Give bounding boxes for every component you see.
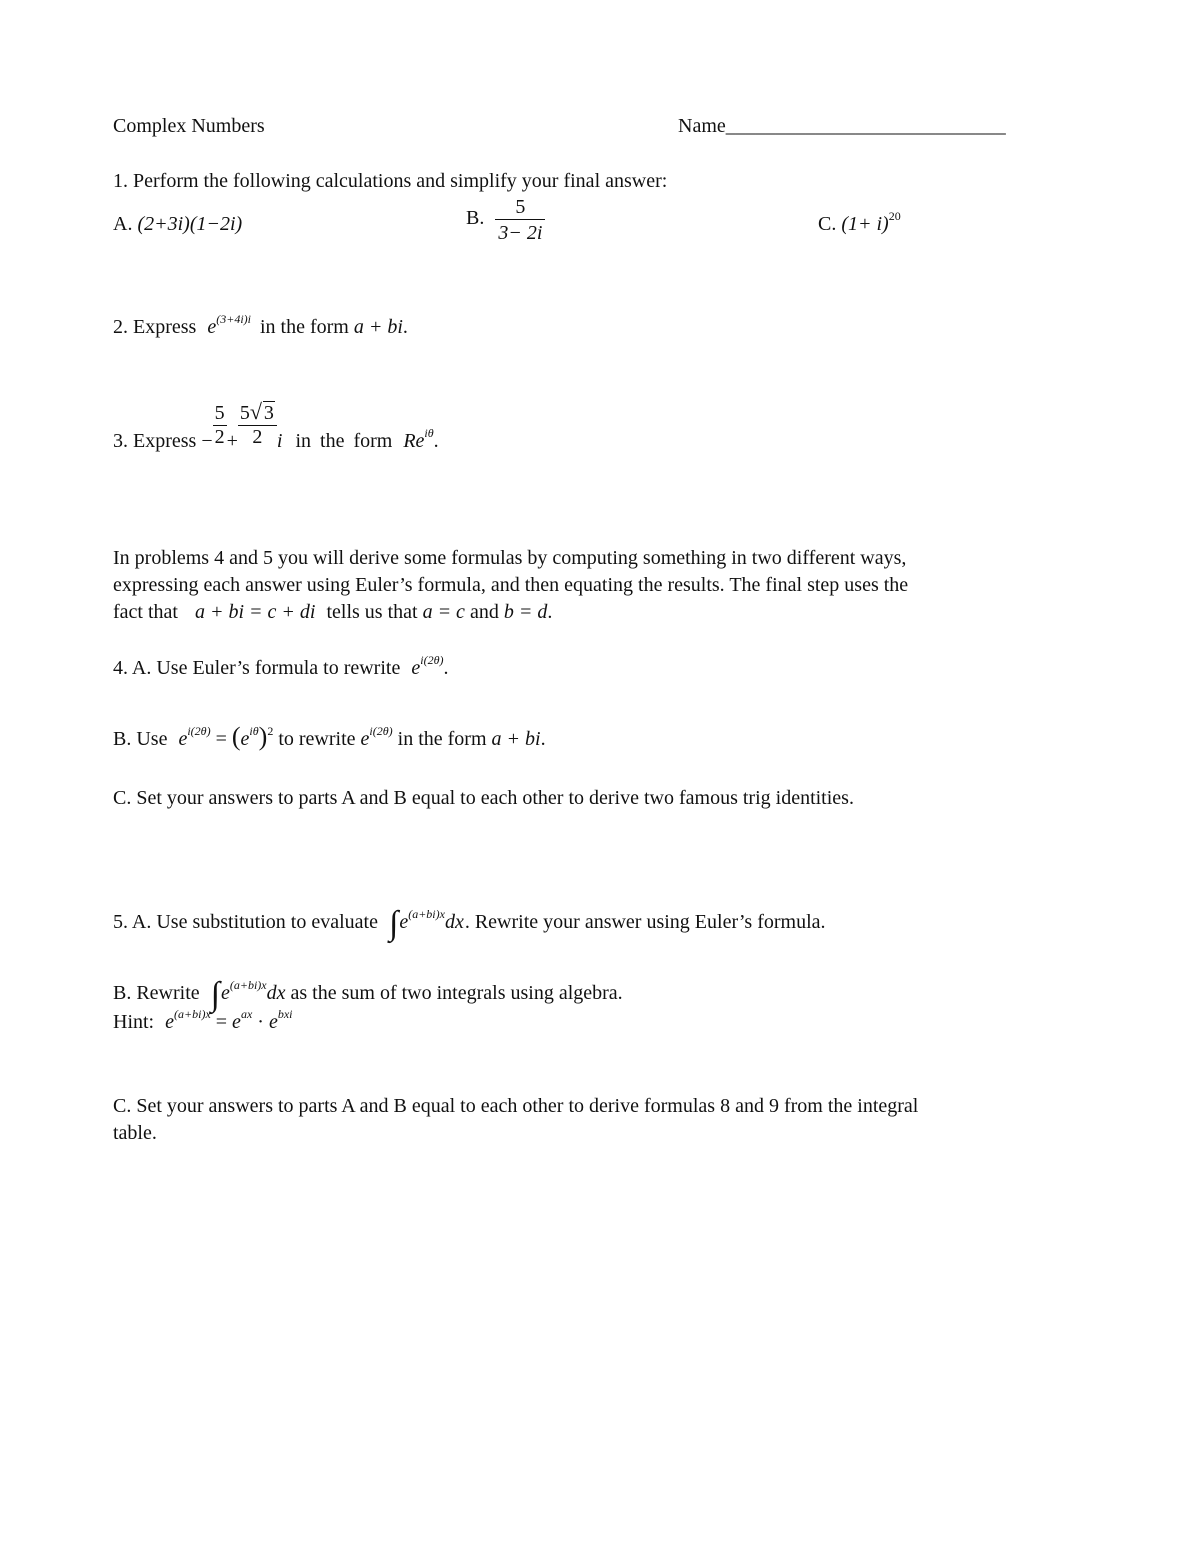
square-exponent: 2 xyxy=(267,724,274,738)
sqrt-symbol: √ 3 xyxy=(249,399,274,424)
problem-4b-exponent: i(2θ) xyxy=(369,724,393,738)
problem-1c-exponent: 20 xyxy=(888,209,901,223)
problem-2-base: e xyxy=(207,316,217,338)
intro-line-3 xyxy=(113,599,1073,626)
fraction-denominator: 2 xyxy=(238,425,277,449)
problem-5c xyxy=(113,1093,1073,1147)
polar-form: Re xyxy=(403,430,425,453)
fraction-numerator: 5 xyxy=(515,196,526,218)
problem-1a-label: A. xyxy=(113,213,133,235)
problem-1-prompt: 1. Perform the following calculations and simplify your final answer: xyxy=(113,170,668,192)
hint-base: e xyxy=(268,1011,278,1033)
polar-exponent: iθ xyxy=(424,426,434,441)
problem-5b-lead: B. Rewrite xyxy=(113,982,200,1004)
problem-5b-base: e xyxy=(220,982,230,1004)
hint-base: e xyxy=(165,1011,175,1033)
problem-1c-label: C. xyxy=(818,213,837,235)
problem-4b-base: e xyxy=(240,728,250,750)
radicand: 3 xyxy=(263,402,274,424)
integral-sign: ∫ xyxy=(388,905,399,942)
problem-4b-period: . xyxy=(540,728,546,750)
problem-4b-lead: B. Use xyxy=(113,728,168,750)
equation-complex-equality: a + bi = c + di xyxy=(194,601,316,623)
problem-1b-fraction xyxy=(495,196,545,245)
integral-sign: ∫ xyxy=(210,976,220,1013)
problem-1a xyxy=(113,213,242,236)
hint-label: Hint: xyxy=(113,1011,155,1033)
intro-line-2: expressing each answer using Euler’s formula, and then equating the results. The final step uses the xyxy=(113,574,909,596)
name-blank: ____________________________ xyxy=(725,115,1006,137)
problem-3 xyxy=(113,399,439,453)
imaginary-unit: i xyxy=(276,430,283,453)
problem-4a-base: e xyxy=(411,657,421,679)
problem-1b-label: B. xyxy=(466,207,485,230)
problem-1b xyxy=(466,196,545,245)
problem-5c-line-2: table. xyxy=(113,1122,157,1144)
problem-5b-exponent: (a+bi)x xyxy=(229,978,267,992)
fraction-denominator: 3− 2i xyxy=(495,219,545,245)
problem-3-fraction-2 xyxy=(238,399,277,449)
plus-sign: + xyxy=(226,430,238,453)
problem-2-exponent: (3+4i)i xyxy=(216,312,251,326)
intro-text: fact that xyxy=(113,601,178,623)
problem-4b-mid: to rewrite xyxy=(278,728,356,750)
fraction-denominator: 2 xyxy=(214,426,225,448)
problem-5b xyxy=(113,970,623,1013)
problem-5a-lead: 5. A. Use substitution to evaluate xyxy=(113,911,378,933)
problem-5a-exponent: (a+bi)x xyxy=(408,907,445,921)
problem-3-lead: 3. Express xyxy=(113,430,197,453)
differential: dx xyxy=(266,982,286,1004)
problem-2-period: . xyxy=(402,316,408,338)
problem-4b-tail: in the form xyxy=(397,728,487,750)
hint-base: e xyxy=(232,1011,241,1033)
intro-text: tells us that xyxy=(326,601,418,623)
differential: dx xyxy=(444,911,464,933)
problem-4b-exponent: i(2θ) xyxy=(187,724,211,738)
coefficient: 5 xyxy=(239,402,250,424)
problem-4b-base: e xyxy=(178,728,188,750)
intro-line-1: In problems 4 and 5 you will derive some formulas by computing something in two different ways, xyxy=(113,547,907,569)
worksheet-title: Complex Numbers xyxy=(113,115,265,137)
minus-sign: − xyxy=(201,430,213,453)
problem-4a xyxy=(113,653,449,680)
equation-imaginary-parts: b = d xyxy=(503,601,548,623)
intro-paragraph xyxy=(113,545,1073,626)
problem-4b-form: a + bi xyxy=(491,728,541,750)
problem-3-period: . xyxy=(433,430,439,453)
problem-5b-tail: as the sum of two integrals using algebra. xyxy=(290,982,623,1004)
problem-1a-expression: (2+3i)(1−2i) xyxy=(137,213,243,235)
problem-4a-text: 4. A. Use Euler’s formula to rewrite xyxy=(113,657,401,679)
intro-period: . xyxy=(547,601,553,623)
multiply-dot: · xyxy=(257,1011,264,1033)
problem-3-mid: in the form xyxy=(295,430,393,453)
intro-text: and xyxy=(469,601,499,623)
problem-3-form xyxy=(403,426,439,453)
problem-5a-tail: . Rewrite your answer using Euler’s formula. xyxy=(464,911,826,933)
problem-5-hint xyxy=(113,1007,293,1034)
problem-4c: C. Set your answers to parts A and B equal to each other to derive two famous trig identities. xyxy=(113,787,854,809)
problem-5c-line-1: C. Set your answers to parts A and B equal to each other to derive formulas 8 and 9 from the integral xyxy=(113,1095,919,1117)
problem-2-mid: in the form xyxy=(259,316,349,338)
fraction-numerator xyxy=(238,399,277,425)
equation-real-parts: a = c xyxy=(422,601,465,623)
problem-1c-base: (1+ i) xyxy=(841,213,889,235)
name-field[interactable] xyxy=(678,115,1006,138)
problem-4a-period: . xyxy=(443,657,449,679)
problem-2 xyxy=(113,312,408,339)
equals-sign: = xyxy=(215,1011,228,1033)
problem-4a-exponent: i(2θ) xyxy=(420,653,444,667)
paren-open: ( xyxy=(231,722,241,751)
hint-exponent: (a+bi)x xyxy=(174,1007,211,1021)
problem-2-form: a + bi xyxy=(353,316,403,338)
problem-4b xyxy=(113,722,546,752)
problem-3-fraction-1 xyxy=(213,402,227,449)
equals-sign: = xyxy=(215,728,227,750)
hint-exponent: bxi xyxy=(277,1007,293,1021)
paren-close: ) xyxy=(258,722,268,751)
problem-1c xyxy=(818,209,901,236)
problem-5a-base: e xyxy=(399,911,409,933)
name-label: Name xyxy=(678,115,726,137)
problem-2-lead: 2. Express xyxy=(113,316,197,338)
problem-4b-exponent: iθ xyxy=(249,724,259,738)
fraction-numerator: 5 xyxy=(214,402,225,424)
hint-exponent: ax xyxy=(240,1007,253,1021)
problem-5a xyxy=(113,899,826,942)
problem-4b-base: e xyxy=(360,728,370,750)
